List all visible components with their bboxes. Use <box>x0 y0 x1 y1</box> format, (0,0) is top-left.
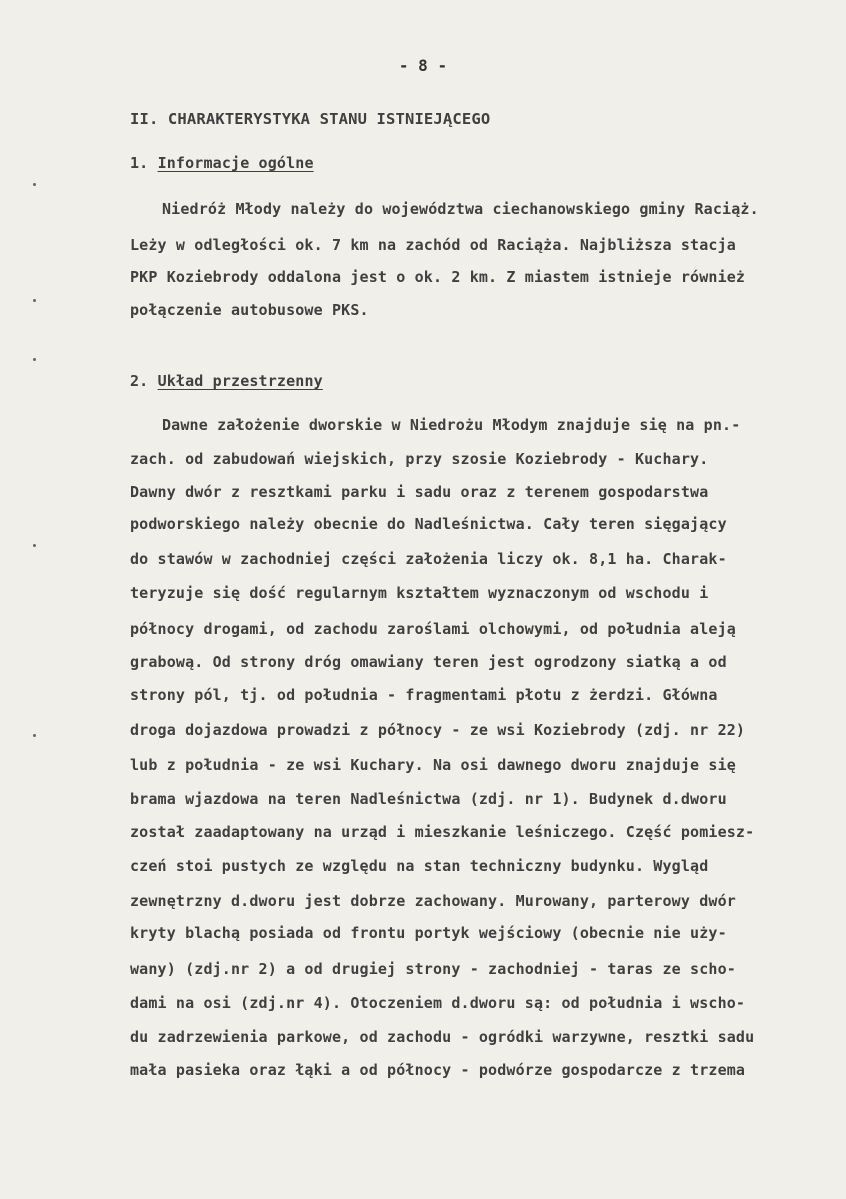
margin-dot <box>33 299 36 302</box>
paragraph-line: PKP Koziebrody oddalona jest o ok. 2 km. Z miastem istnieje również <box>130 268 746 286</box>
paragraph-line: zach. od zabudowań wiejskich, przy szosie Koziebrody - Kuchary. <box>130 450 709 468</box>
paragraph-line: lub z południa - ze wsi Kuchary. Na osi dawnego dworu znajduje się <box>130 756 736 774</box>
subsection-number: 2. <box>130 372 149 390</box>
paragraph-line: mała pasieka oraz łąki a od północy - podwórze gospodarcze z trzema <box>130 1061 746 1079</box>
paragraph-line: dami na osi (zdj.nr 4). Otoczeniem d.dworu są: od południa i wscho- <box>130 994 746 1012</box>
paragraph-line: północy drogami, od zachodu zaroślami olchowymi, od południa aleją <box>130 620 736 638</box>
subsection-title: Informacje ogólne <box>157 154 314 172</box>
paragraph-line: Dawne założenie dworskie w Niedrożu Młodym znajduje się na pn.- <box>162 416 741 434</box>
paragraph-line: grabową. Od strony dróg omawiany teren jest ogrodzony siatką a od <box>130 653 727 671</box>
paragraph-line: Niedróż Młody należy do województwa ciechanowskiego gminy Raciąż. <box>162 200 759 218</box>
paragraph-line: został zaadaptowany na urząd i mieszkanie leśniczego. Część pomiesz- <box>130 823 755 841</box>
subsection-heading-1 <box>130 154 314 172</box>
section-title: II. CHARAKTERYSTYKA STANU ISTNIEJĄCEGO <box>130 110 491 128</box>
paragraph-line: droga dojazdowa prowadzi z północy - ze wsi Koziebrody (zdj. nr 22) <box>130 721 746 739</box>
paragraph-line: połączenie autobusowe PKS. <box>130 301 369 319</box>
margin-dot <box>33 183 36 186</box>
paragraph-line: wany) (zdj.nr 2) a od drugiej strony - zachodniej - taras ze scho- <box>130 960 736 978</box>
paragraph-line: brama wjazdowa na teren Nadleśnictwa (zdj. nr 1). Budynek d.dworu <box>130 790 727 808</box>
margin-dot <box>33 358 36 361</box>
paragraph-line: do stawów w zachodniej części założenia liczy ok. 8,1 ha. Charak- <box>130 550 727 568</box>
subsection-heading-2 <box>130 372 323 390</box>
subsection-number: 1. <box>130 154 149 172</box>
page-number: - 8 - <box>398 56 448 75</box>
paragraph-line: teryzuje się dość regularnym kształtem wyznaczonym od wschodu i <box>130 584 709 602</box>
subsection-title: Układ przestrzenny <box>157 372 323 390</box>
paragraph-line: strony pól, tj. od południa - fragmentami płotu z żerdzi. Główna <box>130 686 718 704</box>
paragraph-line: du zadrzewienia parkowe, od zachodu - ogródki warzywne, resztki sadu <box>130 1028 755 1046</box>
margin-dot <box>33 544 36 547</box>
paragraph-line: Dawny dwór z resztkami parku i sadu oraz z terenem gospodarstwa <box>130 483 709 501</box>
paragraph-line: zewnętrzny d.dworu jest dobrze zachowany. Murowany, parterowy dwór <box>130 892 736 910</box>
paragraph-line: Leży w odległości ok. 7 km na zachód od Raciąża. Najbliższa stacja <box>130 236 736 254</box>
paragraph-line: kryty blachą posiada od frontu portyk wejściowy (obecnie nie uży- <box>130 924 727 942</box>
margin-dot <box>33 734 36 737</box>
paragraph-line: podworskiego należy obecnie do Nadleśnictwa. Cały teren sięgający <box>130 515 727 533</box>
paragraph-line: czeń stoi pustych ze względu na stan techniczny budynku. Wygląd <box>130 857 709 875</box>
